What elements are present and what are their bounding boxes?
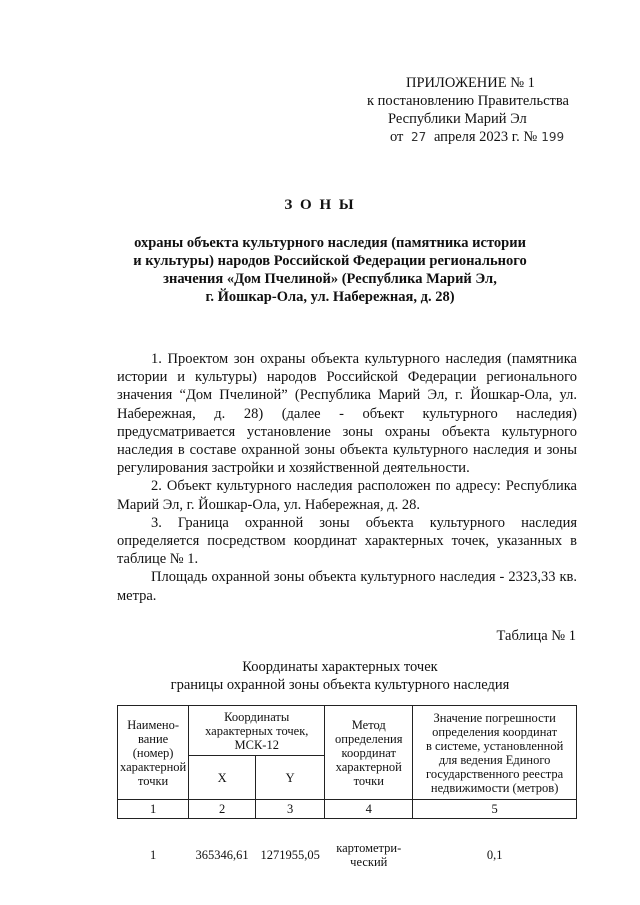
table-number: Таблица № 1 [496, 628, 576, 644]
caption-line: Координаты характерных точек [242, 659, 438, 675]
header-error: Значение погрешности определения координат в системе, установленной для ведения Единого государственного реестра недвижимости (метров) [413, 706, 577, 800]
header-x: X [189, 756, 256, 800]
error-value: 0,1 [486, 848, 503, 862]
handwritten-number: 199 [541, 130, 565, 144]
appendix-block [340, 74, 612, 146]
header-point-name: Наимено- вание (номер) характерной точки [118, 706, 189, 800]
paragraph-3: 3. Граница охранной зоны объекта культурного наследия определяется посредством координат характерных точек, указанных в таблице № 1. [117, 514, 577, 568]
subtitle-line: г. Йошкар-Ола, ул. Набережная, д. 28) [205, 289, 455, 305]
x-coordinate: 365346,61 [195, 848, 249, 862]
document-title: З О Н Ы [284, 197, 356, 213]
paragraph-1: 1. Проектом зон охраны объекта культурного наследия (памятника истории и культуры) народов Российской Федерации регионального значения “Дом Пчелиной” (Республика Марий Эл, г. Йошкар-Ола, ул. Набережная, д. 28) (далее - объект культурного наследия) предусматривается установление зоны охраны объекта культурного наследия в составе охранной зоны объекта культурного наследия и зоны регулирования застройки и хозяйственной деятельности. [117, 351, 577, 477]
y-coordinate: 1271955,05 [260, 848, 320, 862]
appendix-date-line [340, 128, 612, 146]
paragraph-area: Площадь охранной зоны объекта культурного наследия - 2323,33 кв. метра. [117, 569, 577, 604]
paragraph-2: 2. Объект культурного наследия расположен по адресу: Республика Марий Эл, г. Йошкар-Ола, ул. Набережная, д. 28. [117, 478, 577, 513]
column-number: 3 [256, 800, 325, 819]
table-row [118, 819, 577, 872]
header-y: Y [256, 756, 325, 800]
coordinates-table [117, 705, 577, 871]
column-number: 2 [189, 800, 256, 819]
document-subtitle [100, 234, 560, 306]
appendix-decree-line: к постановлению Правительства [367, 93, 569, 109]
point-number: 1 [149, 848, 157, 862]
date-month-year: апреля 2023 г. № [433, 129, 538, 145]
appendix-republic-line: Республики Марий Эл [388, 111, 527, 127]
caption-line: границы охранной зоны объекта культурного наследия [170, 677, 510, 693]
date-prefix: от [390, 129, 404, 145]
header-method: Метод определения координат характерной точки [325, 706, 413, 800]
method-value: картометри- ческий [336, 841, 402, 869]
handwritten-day: 27 [411, 130, 427, 144]
column-number: 1 [118, 800, 189, 819]
table-caption [110, 658, 570, 694]
subtitle-line: и культуры) народов Российской Федерации регионального [133, 253, 527, 269]
header-coordinates: Координаты характерных точек, МСК-12 [189, 706, 325, 756]
appendix-title: ПРИЛОЖЕНИЕ № 1 [406, 75, 535, 91]
column-number: 5 [413, 800, 577, 819]
document-body [117, 350, 577, 605]
subtitle-line: охраны объекта культурного наследия (памятника истории [134, 235, 526, 251]
subtitle-line: значения «Дом Пчелиной» (Республика Марий Эл, [163, 271, 497, 287]
column-number: 4 [325, 800, 413, 819]
